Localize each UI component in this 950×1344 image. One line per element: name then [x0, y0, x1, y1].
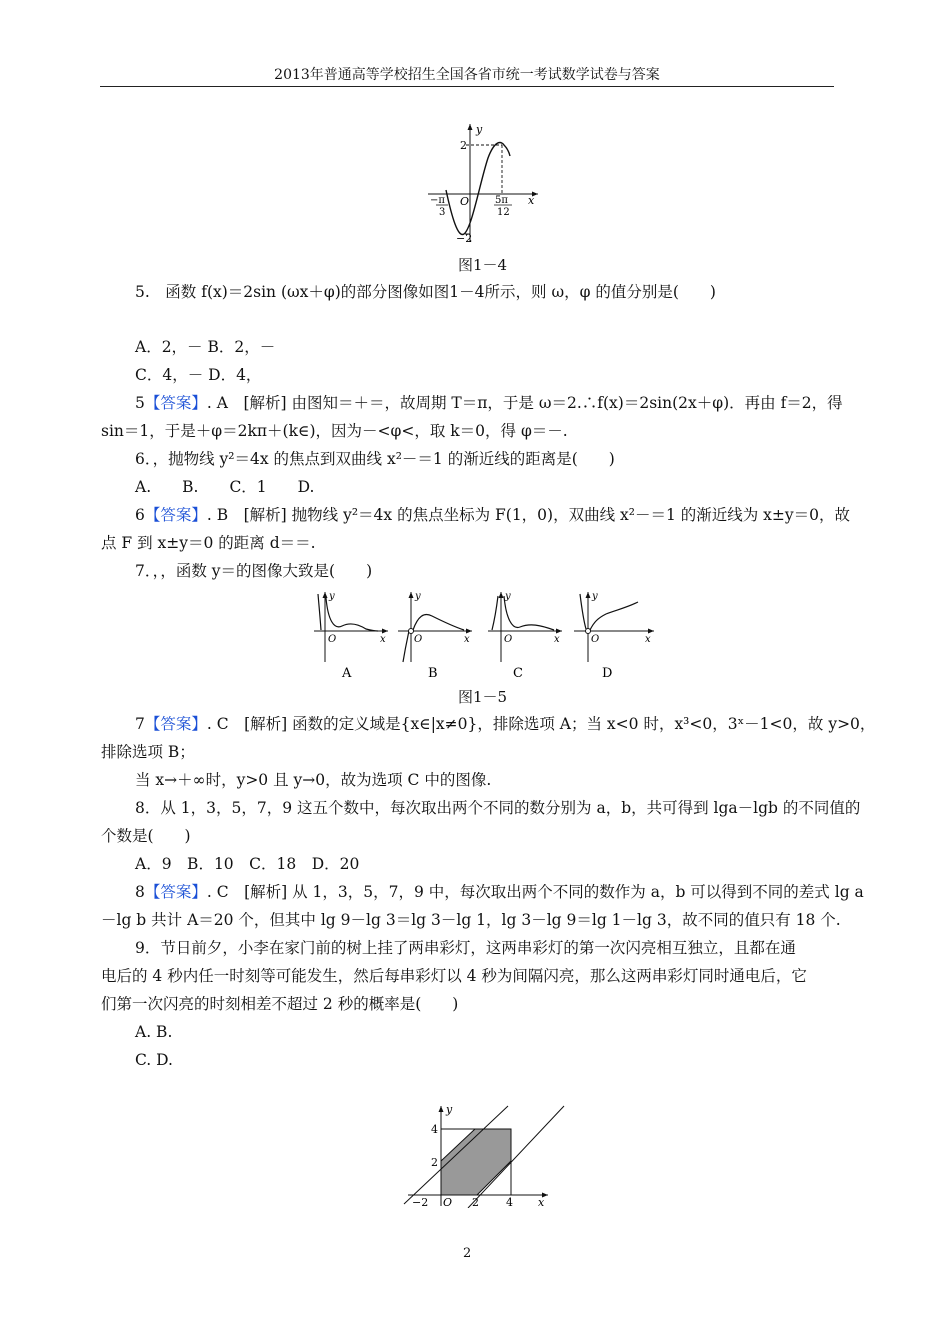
fig15-b-origin: O [414, 634, 423, 645]
figure-1-4-caption: 图1－4 [458, 256, 508, 274]
fig15-c-origin: O [504, 634, 513, 645]
fig15-b-y-label: y [415, 591, 421, 602]
fig-prob-tick-2x: 2 [472, 1196, 479, 1208]
fig15-c-x-label: x [554, 634, 560, 645]
fig-prob-y-label: y [446, 1103, 453, 1116]
fig14-five-pi: 5π [495, 195, 508, 206]
fig15-d-y-label: y [592, 591, 598, 602]
fig15-label-a: A [342, 666, 352, 681]
fig14-y-label: y [476, 123, 483, 136]
fig14-three: 3 [439, 207, 446, 218]
q5-answer-line2: sin＝1，于是＋φ＝2kπ＋(k∈)，因为－<φ<，取 k＝0，得 φ＝－. [101, 422, 568, 440]
page-header: 2013年普通高等学校招生全国各省市统一考试数学试卷与答案 [274, 67, 660, 83]
fig-prob-x-label: x [538, 1196, 545, 1208]
fig15-d-origin: O [591, 634, 600, 645]
q8-options: A．9 B．10 C．18 D．20 [135, 855, 360, 873]
fig14-x-label: x [528, 194, 535, 207]
q8-answer-line2: －lg b 共计 A＝20 个，但其中 lg 9－lg 3＝lg 3－lg 1，lg 3－lg 9＝lg 1－lg 3，故不同的值只有 18 个. [101, 911, 841, 929]
q9-stem-line1: 9．节日前夕，小李在家门前的树上挂了两串彩灯，这两串彩灯的第一次闪亮相互独立，且都在通 [135, 939, 796, 957]
q5-stem: 5. 函数 f(x)＝2sin (ωx＋φ)的部分图像如图1－4所示，则 ω，φ 的值分别是( ) [135, 283, 716, 301]
fig15-b-x-label: x [464, 634, 470, 645]
q5-options-ab: A．2，－ B．2，－ [135, 338, 276, 356]
fig15-graph-c [488, 591, 562, 662]
q8-stem-line2: 个数是( ) [101, 827, 191, 845]
fig14-tick-2: 2 [460, 139, 467, 152]
fig15-graph-d [574, 591, 654, 662]
q5-answer-text: . A [解析] 由图知＝＋＝，故周期 T＝π，于是 ω＝2.∴f(x)＝2sin(2x＋φ)．再由 f＝2，得 [206, 394, 843, 412]
fig-prob-origin: O [443, 1196, 453, 1208]
q9-stem-line2: 电后的 4 秒内任一时刻等可能发生，然后每串彩灯以 4 秒为间隔闪亮，那么这两串彩灯同时通电后，它 [101, 967, 807, 985]
fig14-twelve: 12 [497, 207, 510, 218]
fig15-a-y-label: y [329, 591, 335, 602]
q8-answer-tag: 【答案】 [144, 883, 207, 901]
q5-options-cd: C．4，－ D．4， [135, 366, 262, 384]
q6-stem: 6．，抛物线 y²＝4x 的焦点到双曲线 x²－＝1 的渐近线的距离是( ) [135, 450, 615, 468]
figure-1-4 [420, 118, 550, 246]
fig14-neg-pi: −π [430, 195, 445, 206]
fig-prob-tick-2y: 2 [431, 1156, 438, 1169]
figure-probability-region [398, 1100, 568, 1208]
page-number: 2 [463, 1246, 472, 1261]
q9-stem-line3: 们第一次闪亮的时刻相差不超过 2 秒的概率是( ) [101, 995, 459, 1013]
figure-1-5 [308, 586, 658, 682]
fig15-c-y-label: y [505, 591, 511, 602]
q7-answer-line3: 当 x→＋∞时，y>0 且 y→0，故为选项 C 中的图像. [135, 771, 492, 789]
fig-prob-tick-4y: 4 [431, 1123, 438, 1136]
q8-answer-line1 [135, 882, 864, 902]
fig14-origin: O [460, 195, 470, 208]
q7-answer-tag: 【答案】 [144, 715, 207, 733]
fig15-label-b: B [428, 666, 438, 681]
q5-answer-line1 [135, 393, 843, 413]
fig-prob-tick-4x: 4 [506, 1196, 513, 1208]
q9-options-cd: C. D. [135, 1051, 173, 1069]
q5-answer-tag: 【答案】 [144, 394, 207, 412]
q7-answer-text: . C [解析] 函数的定义域是{x∈|x≠0}，排除选项 A；当 x<0 时，x³<0，3ˣ－1<0，故 y>0， [206, 715, 876, 733]
fig15-a-origin: O [328, 634, 337, 645]
fig15-graph-b [398, 591, 472, 662]
q8-stem-line1: 8．从 1，3，5，7，9 这五个数中，每次取出两个不同的数分别为 a，b，共可得到 lga－lgb 的不同值的 [135, 799, 861, 817]
fig15-label-c: C [513, 666, 523, 681]
fig15-a-x-label: x [380, 634, 386, 645]
figure-1-5-caption: 图1－5 [458, 688, 508, 706]
q7-answer-number: 7 [135, 715, 145, 733]
q6-answer-line2: 点 F 到 x±y＝0 的距离 d＝＝. [101, 534, 316, 552]
q6-answer-number: 6 [135, 506, 145, 524]
q7-answer-line2: 排除选项 B； [101, 743, 195, 761]
fig-prob-tick-neg2: −2 [412, 1196, 429, 1208]
q6-answer-text: . B [解析] 抛物线 y²＝4x 的焦点坐标为 F(1，0)，双曲线 x²－＝1 的渐近线为 x±y＝0，故 [206, 506, 851, 524]
q7-answer-line1 [135, 714, 875, 734]
fig15-d-x-label: x [645, 634, 651, 645]
q9-options-ab: A. B. [135, 1023, 173, 1041]
fig15-label-d: D [602, 666, 613, 681]
q6-answer-tag: 【答案】 [144, 506, 207, 524]
fig14-tick-neg2: −2 [456, 232, 473, 245]
q8-answer-text: . C [解析] 从 1，3，5，7，9 中，每次取出两个不同的数作为 a，b 可以得到不同的差式 lg a [206, 883, 864, 901]
q6-answer-line1 [135, 505, 850, 525]
q7-stem: 7．，，函数 y＝的图像大致是( ) [135, 562, 373, 580]
header-divider [100, 86, 834, 87]
q6-options: A. B. C．1 D. [135, 478, 315, 496]
q5-answer-number: 5 [135, 394, 145, 412]
fig15-graph-a [314, 591, 388, 662]
q8-answer-number: 8 [135, 883, 145, 901]
